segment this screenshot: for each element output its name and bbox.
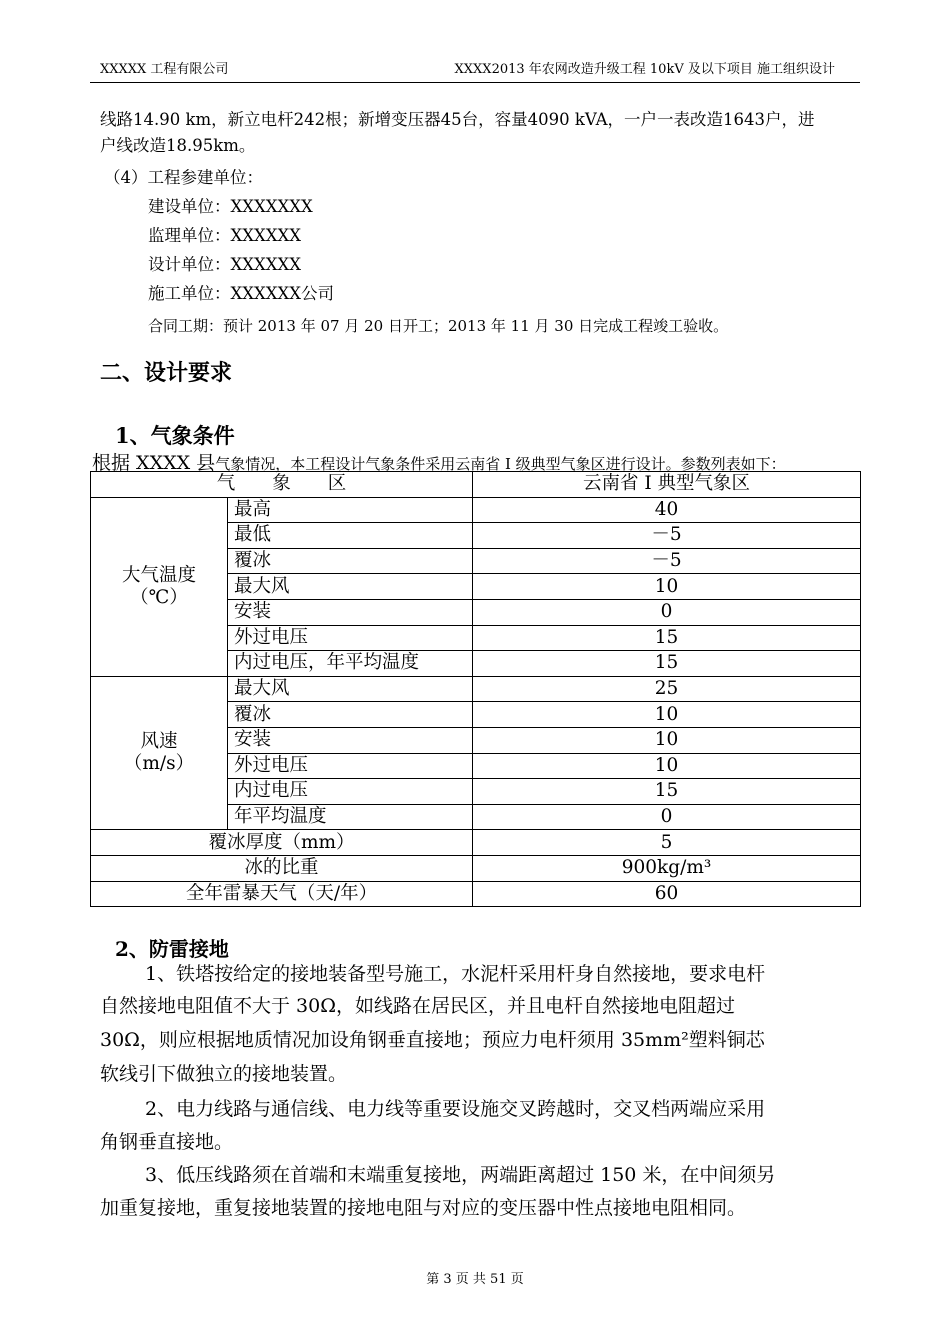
table-cell-value: 15 bbox=[473, 779, 861, 805]
table-cell-label: 覆冰 bbox=[228, 548, 473, 574]
lightning-p2-line1: 2、电力线路与通信线、电力线等重要设施交叉跨越时，交叉档两端应采用 bbox=[145, 1098, 766, 1120]
table-cell-value: －5 bbox=[473, 523, 861, 549]
lightning-p1-line1: 1、铁塔按给定的接地装备型号施工，水泥杆采用杆身自然接地，要求电杆 bbox=[145, 963, 766, 985]
wind-group-cell bbox=[91, 676, 228, 830]
participants-title: （4）工程参建单位： bbox=[104, 168, 263, 187]
lightning-p2-line2: 角钢垂直接地。 bbox=[100, 1131, 234, 1153]
table-cell-value: 10 bbox=[473, 753, 861, 779]
supervisor-unit: 监理单位：XXXXXX bbox=[148, 226, 301, 245]
table-cell-label: 内过电压，年平均温度 bbox=[228, 651, 473, 677]
table-cell-label: 安装 bbox=[228, 727, 473, 753]
subsection-title-weather: 1、气象条件 bbox=[115, 423, 235, 448]
table-cell-label: 安装 bbox=[228, 599, 473, 625]
table-cell-label: 最大风 bbox=[228, 676, 473, 702]
temp-group-unit: （℃） bbox=[130, 586, 188, 608]
ice-density-value: 900kg/m³ bbox=[473, 855, 861, 881]
table-cell-value: 25 bbox=[473, 676, 861, 702]
ice-thickness-value: 5 bbox=[473, 830, 861, 856]
designer-unit: 设计单位：XXXXXX bbox=[148, 255, 301, 274]
table-row bbox=[91, 497, 861, 523]
header-company: XXXXX 工程有限公司 bbox=[100, 62, 229, 77]
wind-group-unit: （m/s） bbox=[123, 753, 195, 775]
section-title: 二、设计要求 bbox=[100, 360, 233, 386]
table-row bbox=[91, 855, 861, 881]
table-cell-value: 15 bbox=[473, 651, 861, 677]
meteo-table bbox=[90, 471, 861, 907]
subsection-title-lightning: 2、防雷接地 bbox=[115, 937, 229, 961]
temp-group-label: 大气温度 bbox=[121, 564, 196, 586]
table-cell-label: 外过电压 bbox=[228, 753, 473, 779]
intro-line-1: 线路14.90 km，新立电杆242根；新增变压器45台，容量4090 kVA，一户一表改造1643户，进 bbox=[100, 110, 815, 129]
weather-intro-rest: 气象情况，本工程设计气象条件采用云南省 I 级典型气象区进行设计。参数列表如下： bbox=[215, 455, 786, 473]
lightning-p3-line2: 加重复接地，重复接地装置的接地电阻与对应的变压器中性点接地电阻相同。 bbox=[100, 1197, 747, 1219]
thunder-days-value: 60 bbox=[473, 881, 861, 907]
contract-period: 合同工期：预计 2013 年 07 月 20 日开工；2013 年 11 月 30 日完成工程竣工验收。 bbox=[148, 317, 729, 335]
wind-group-label: 风速 bbox=[140, 731, 178, 753]
lightning-p1-line4: 软线引下做独立的接地装置。 bbox=[100, 1063, 348, 1085]
lightning-p3-line1: 3、低压线路须在首端和末端重复接地，两端距离超过 150 米，在中间须另 bbox=[145, 1164, 776, 1186]
lightning-p1-line2: 自然接地电阻值不大于 30Ω，如线路在居民区，并且电杆自然接地电阻超过 bbox=[100, 995, 735, 1017]
table-cell-value: 10 bbox=[473, 574, 861, 600]
table-header-row bbox=[91, 472, 861, 498]
page-number: 第 3 页 共 51 页 bbox=[426, 1272, 524, 1287]
table-cell-value: 40 bbox=[473, 497, 861, 523]
table-head-zone: 气 象 区 bbox=[91, 472, 473, 498]
thunder-days-label: 全年雷暴天气（天/年） bbox=[91, 881, 473, 907]
intro-line-2: 户线改造18.95km。 bbox=[100, 136, 256, 155]
constructor-unit: 施工单位：XXXXXX公司 bbox=[148, 284, 334, 303]
header-project-title: XXXX2013 年农网改造升级工程 10kV 及以下项目 施工组织设计 bbox=[454, 62, 835, 77]
table-head-region: 云南省 I 典型气象区 bbox=[473, 472, 861, 498]
table-cell-label: 内过电压 bbox=[228, 779, 473, 805]
table-cell-value: 0 bbox=[473, 599, 861, 625]
header-divider bbox=[90, 82, 860, 83]
table-cell-label: 外过电压 bbox=[228, 625, 473, 651]
ice-thickness-label: 覆冰厚度（mm） bbox=[91, 830, 473, 856]
table-cell-value: 0 bbox=[473, 804, 861, 830]
table-cell-value: 15 bbox=[473, 625, 861, 651]
table-cell-label: 最大风 bbox=[228, 574, 473, 600]
weather-intro-lead: 根据 XXXX 县 bbox=[92, 452, 216, 474]
table-cell-value: 10 bbox=[473, 727, 861, 753]
table-cell-label: 年平均温度 bbox=[228, 804, 473, 830]
ice-density-label: 冰的比重 bbox=[91, 855, 473, 881]
lightning-p1-line3: 30Ω，则应根据地质情况加设角钢垂直接地；预应力电杆须用 35mm²塑料铜芯 bbox=[100, 1029, 765, 1051]
table-cell-label: 最低 bbox=[228, 523, 473, 549]
builder-unit: 建设单位：XXXXXXX bbox=[148, 197, 313, 216]
table-cell-value: 10 bbox=[473, 702, 861, 728]
table-row bbox=[91, 881, 861, 907]
table-row bbox=[91, 830, 861, 856]
table-cell-value: －5 bbox=[473, 548, 861, 574]
table-cell-label: 覆冰 bbox=[228, 702, 473, 728]
table-row bbox=[91, 676, 861, 702]
table-cell-label: 最高 bbox=[228, 497, 473, 523]
temp-group-cell bbox=[91, 497, 228, 676]
